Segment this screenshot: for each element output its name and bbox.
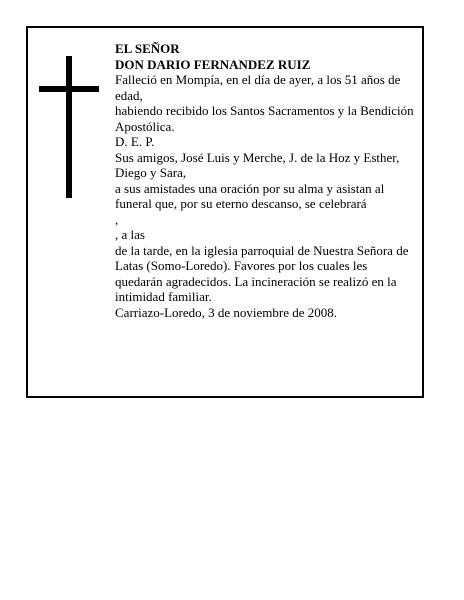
- mourners-line: Sus amigos, José Luis y Merche, J. de la Hoz y Esther, Diego y Sara,: [115, 149, 400, 180]
- date-placeholder-line: ,: [115, 211, 119, 227]
- cross-icon: [39, 56, 99, 198]
- deceased-name: DON DARIO FERNANDEZ RUIZ: [115, 56, 311, 72]
- rip-line: D. E. P.: [115, 134, 155, 149]
- prayer-request-line: a sus amistades una oración por su alma y asistan al funeral que, por su eterno descanso, se celebrará: [115, 180, 385, 211]
- title-honorific: EL SEÑOR: [115, 41, 180, 56]
- death-announcement: Falleció en Mompía, en el día de ayer, a los 51 años de edad,: [115, 72, 401, 103]
- obituary-text: [115, 41, 417, 320]
- sacraments-line: habiendo recibido los Santos Sacramentos y la Bendición Apostólica.: [115, 103, 414, 134]
- funeral-location-line: de la tarde, en la iglesia parroquial de Nuestra Señora de Latas (Somo-Loredo). Favores por los cuales les quedarán agradecidos. La incineración se realizó en la intimidad familiar.: [115, 242, 409, 304]
- obituary-notice: [26, 26, 424, 398]
- time-placeholder-line: , a las: [115, 227, 145, 242]
- cross-horizontal-bar: [39, 86, 99, 92]
- cross-vertical-bar: [66, 56, 72, 198]
- place-date-line: Carriazo-Loredo, 3 de noviembre de 2008.: [115, 304, 338, 320]
